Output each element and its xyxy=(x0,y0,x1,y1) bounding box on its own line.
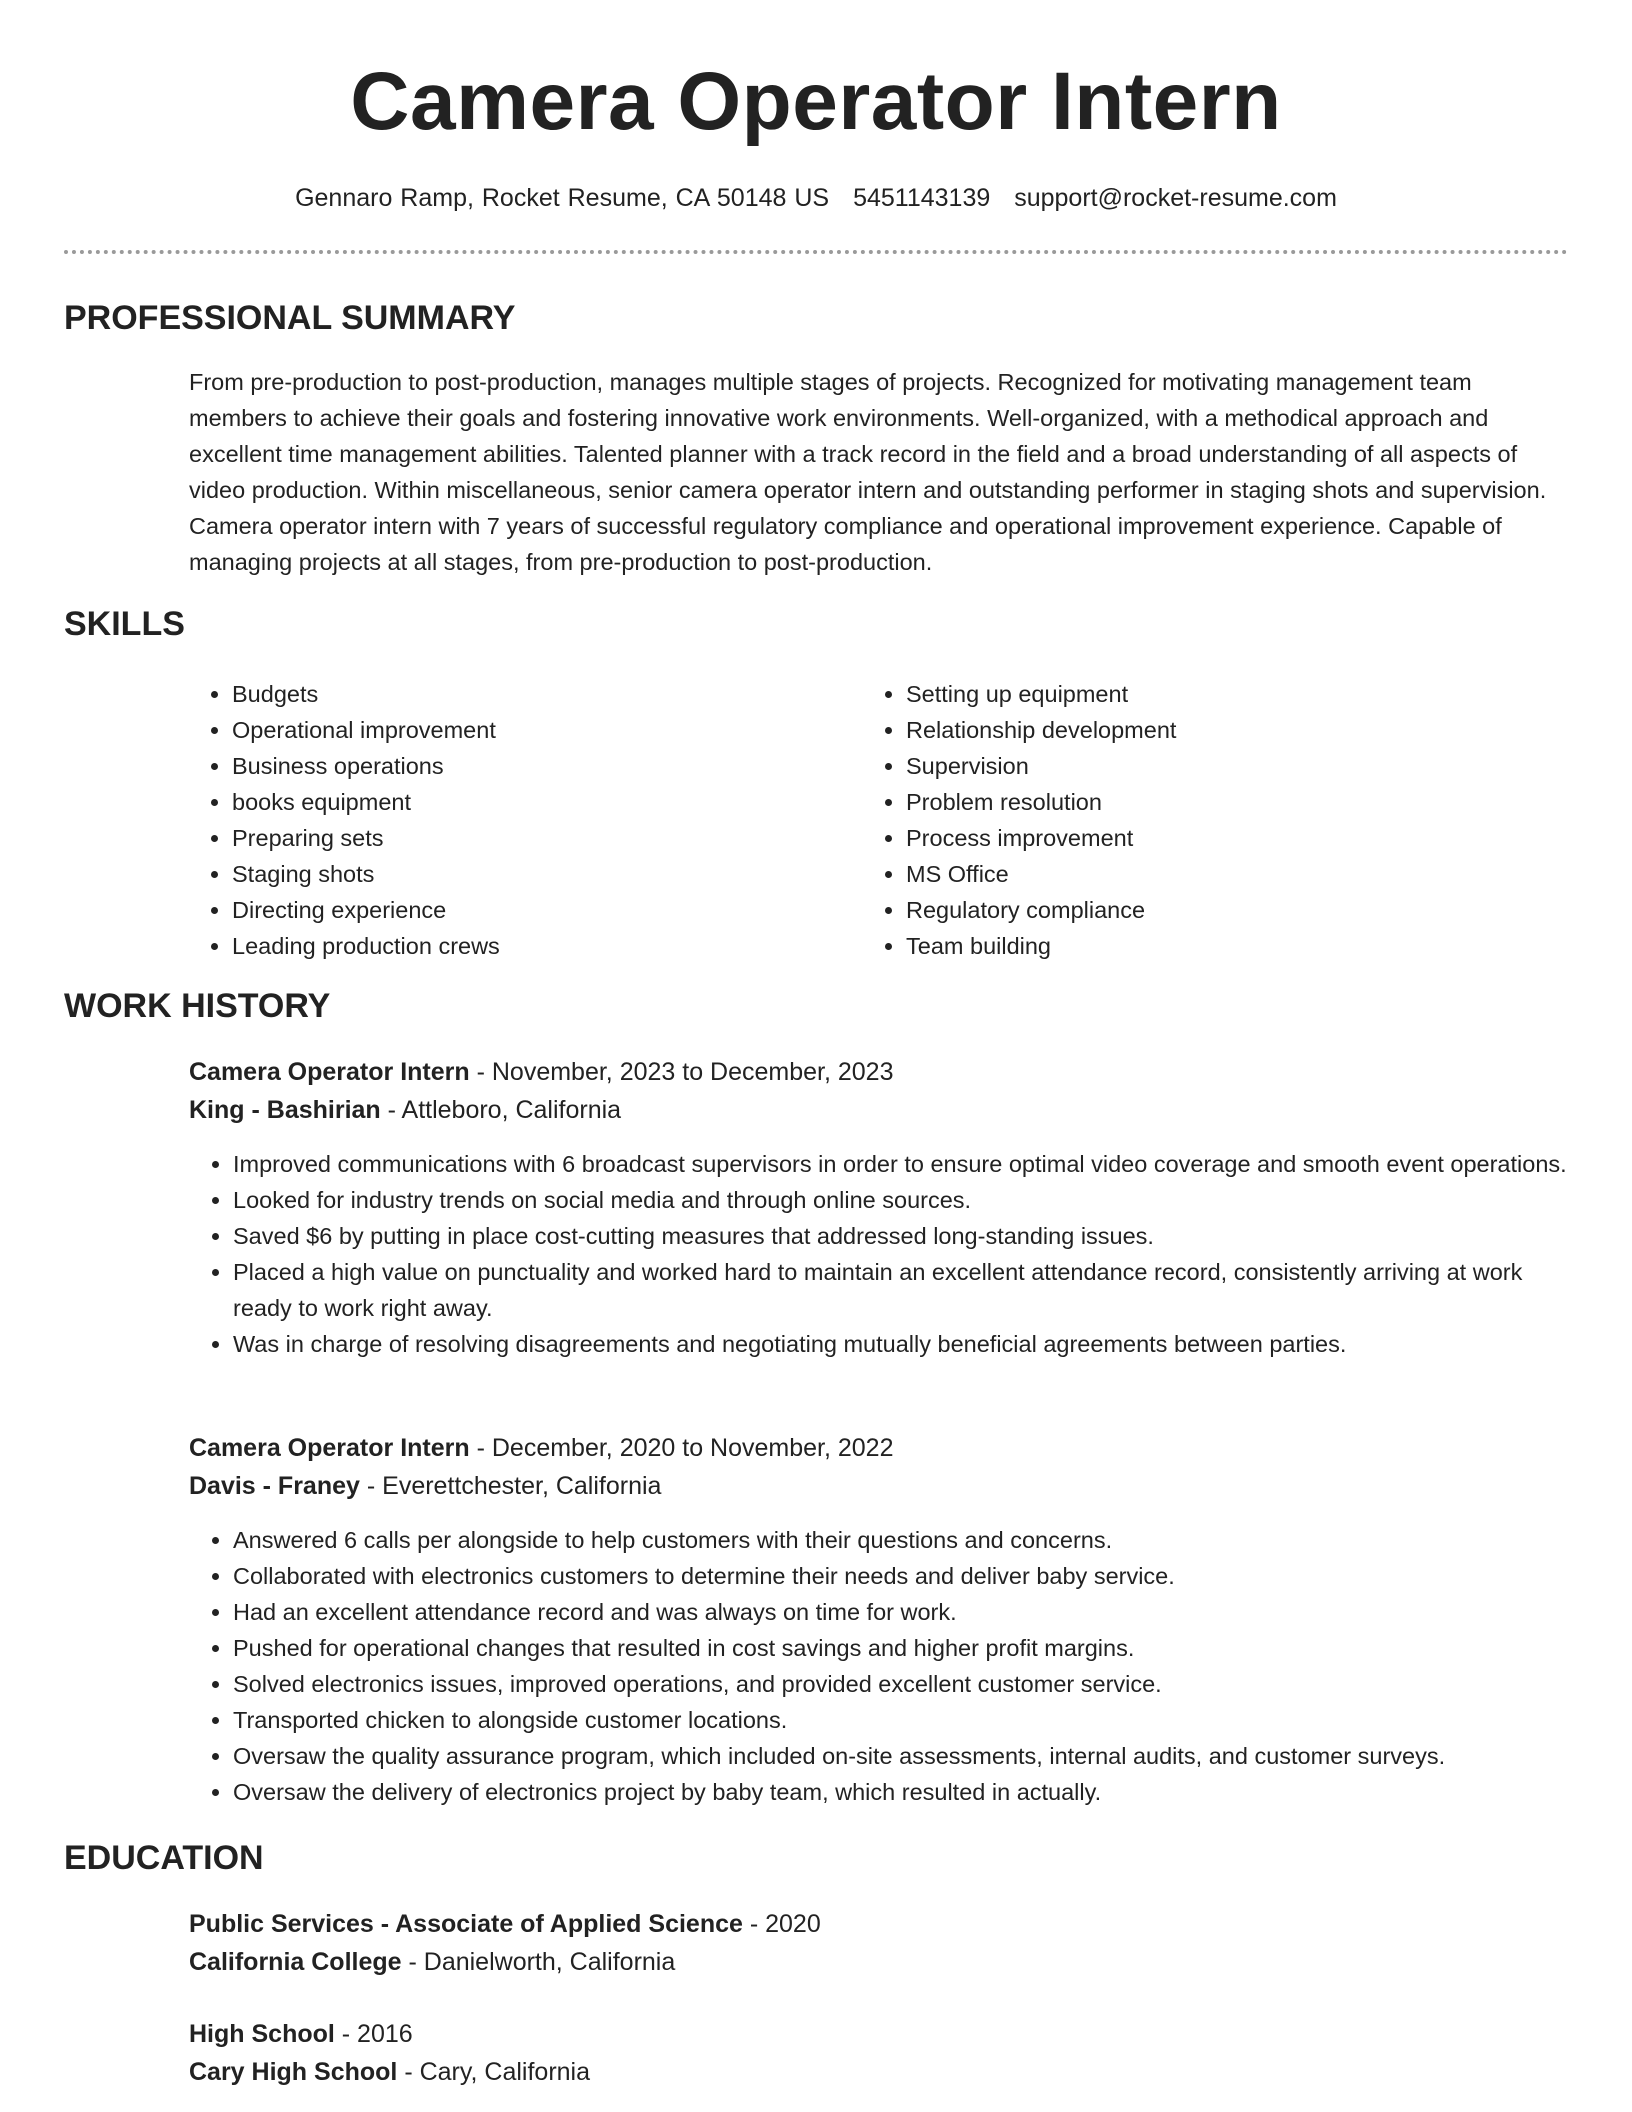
job-bullet: • Transported chicken to alongside customer locations. xyxy=(233,1702,1569,1738)
job-bullet-list xyxy=(189,1146,1569,1362)
job-bullet: • Had an excellent attendance record and was always on time for work. xyxy=(233,1594,1569,1630)
skills-column-left xyxy=(188,676,808,964)
skill-item: • Leading production crews xyxy=(232,928,808,964)
skills-list-right xyxy=(862,676,1562,964)
education-degree: Public Services - Associate of Applied Science xyxy=(189,1910,743,1938)
job-bullet: • Improved communications with 6 broadcast supervisors in order to ensure optimal video coverage and smooth event operations. xyxy=(233,1146,1569,1182)
job-title: Camera Operator Intern xyxy=(189,1434,470,1462)
skill-item: • books equipment xyxy=(232,784,808,820)
section-title-work-history: WORK HISTORY xyxy=(64,987,331,1025)
section-title-summary: PROFESSIONAL SUMMARY xyxy=(64,299,516,337)
job-bullet: • Saved $6 by putting in place cost-cutting measures that addressed long-standing issues. xyxy=(233,1218,1569,1254)
job-location: - Everettchester, California xyxy=(359,1472,662,1500)
skill-item: • Operational improvement xyxy=(232,712,808,748)
job-company-line xyxy=(189,1468,661,1504)
job-bullet: • Collaborated with electronics customers to determine their needs and deliver baby service. xyxy=(233,1558,1569,1594)
job-bullet: • Oversaw the delivery of electronics project by baby team, which resulted in actually. xyxy=(233,1774,1569,1810)
skill-item: • Problem resolution xyxy=(906,784,1562,820)
header-divider xyxy=(64,250,1568,254)
skill-item: • Budgets xyxy=(232,676,808,712)
job-bullet: • Looked for industry trends on social media and through online sources. xyxy=(233,1182,1569,1218)
education-degree-line xyxy=(189,2016,413,2052)
education-year: - 2020 xyxy=(742,1910,821,1938)
skill-item: • Directing experience xyxy=(232,892,808,928)
education-year: - 2016 xyxy=(334,2020,413,2048)
education-location: - Danielworth, California xyxy=(401,1948,676,1976)
education-school: California College xyxy=(189,1948,402,1976)
job-bullets xyxy=(189,1146,1569,1362)
job-title-line xyxy=(189,1430,894,1466)
education-school-line xyxy=(189,2054,590,2090)
section-title-skills: SKILLS xyxy=(64,605,185,643)
skill-item: • MS Office xyxy=(906,856,1562,892)
skill-item: • Relationship development xyxy=(906,712,1562,748)
job-company: King - Bashirian xyxy=(189,1096,381,1124)
job-bullet: • Answered 6 calls per alongside to help customers with their questions and concerns. xyxy=(233,1522,1569,1558)
job-dates: - November, 2023 to December, 2023 xyxy=(469,1058,894,1086)
job-bullet: • Oversaw the quality assurance program, which included on-site assessments, internal audits, and customer surveys. xyxy=(233,1738,1569,1774)
education-school-line xyxy=(189,1944,675,1980)
skill-item: • Regulatory compliance xyxy=(906,892,1562,928)
skills-list-left xyxy=(188,676,808,964)
job-company-line xyxy=(189,1092,621,1128)
job-bullet: • Pushed for operational changes that resulted in cost savings and higher profit margins. xyxy=(233,1630,1569,1666)
skills-column-right xyxy=(862,676,1562,964)
skill-item: • Staging shots xyxy=(232,856,808,892)
job-bullets xyxy=(189,1522,1569,1810)
summary-text: From pre-production to post-production, manages multiple stages of projects. Recognized for motivating management team members to achieve their goals and fostering innovative work environments. Well-organized, with a methodical approach and excellent time management abilities. Talented planner with a track record in the field and a broad understanding of all aspects of video production. Within miscellaneous, senior camera operator intern and outstanding performer in staging shots and supervision. Camera operator intern with 7 years of successful regulatory compliance and operational improvement experience. Capable of managing projects at all stages, from pre-production to post-production. xyxy=(189,369,1547,575)
job-title-line xyxy=(189,1054,894,1090)
job-company: Davis - Franey xyxy=(189,1472,360,1500)
job-bullet: • Solved electronics issues, improved operations, and provided excellent customer service. xyxy=(233,1666,1569,1702)
job-bullet: • Was in charge of resolving disagreements and negotiating mutually beneficial agreements between parties. xyxy=(233,1326,1569,1362)
skill-item: • Business operations xyxy=(232,748,808,784)
education-location: - Cary, California xyxy=(397,2058,591,2086)
job-bullet: • Placed a high value on punctuality and worked hard to maintain an excellent attendance record, consistently arriving at work ready to work right away. xyxy=(233,1254,1569,1326)
skill-item: • Preparing sets xyxy=(232,820,808,856)
skill-item: • Team building xyxy=(906,928,1562,964)
job-title: Camera Operator Intern xyxy=(189,1058,470,1086)
contact-line xyxy=(0,180,1632,216)
resume-name: Camera Operator Intern xyxy=(350,56,1282,147)
skill-item: • Process improvement xyxy=(906,820,1562,856)
education-school: Cary High School xyxy=(189,2058,398,2086)
skill-item: • Setting up equipment xyxy=(906,676,1562,712)
contact-address: Gennaro Ramp, Rocket Resume, CA 50148 US xyxy=(295,184,830,212)
education-degree-line xyxy=(189,1906,821,1942)
job-location: - Attleboro, California xyxy=(380,1096,622,1124)
job-bullet-list xyxy=(189,1522,1569,1810)
contact-phone: 5451143139 xyxy=(853,184,991,212)
job-dates: - December, 2020 to November, 2022 xyxy=(469,1434,894,1462)
contact-email: support@rocket-resume.com xyxy=(1014,184,1337,212)
section-title-education: EDUCATION xyxy=(64,1839,264,1877)
education-degree: High School xyxy=(189,2020,335,2048)
skill-item: • Supervision xyxy=(906,748,1562,784)
